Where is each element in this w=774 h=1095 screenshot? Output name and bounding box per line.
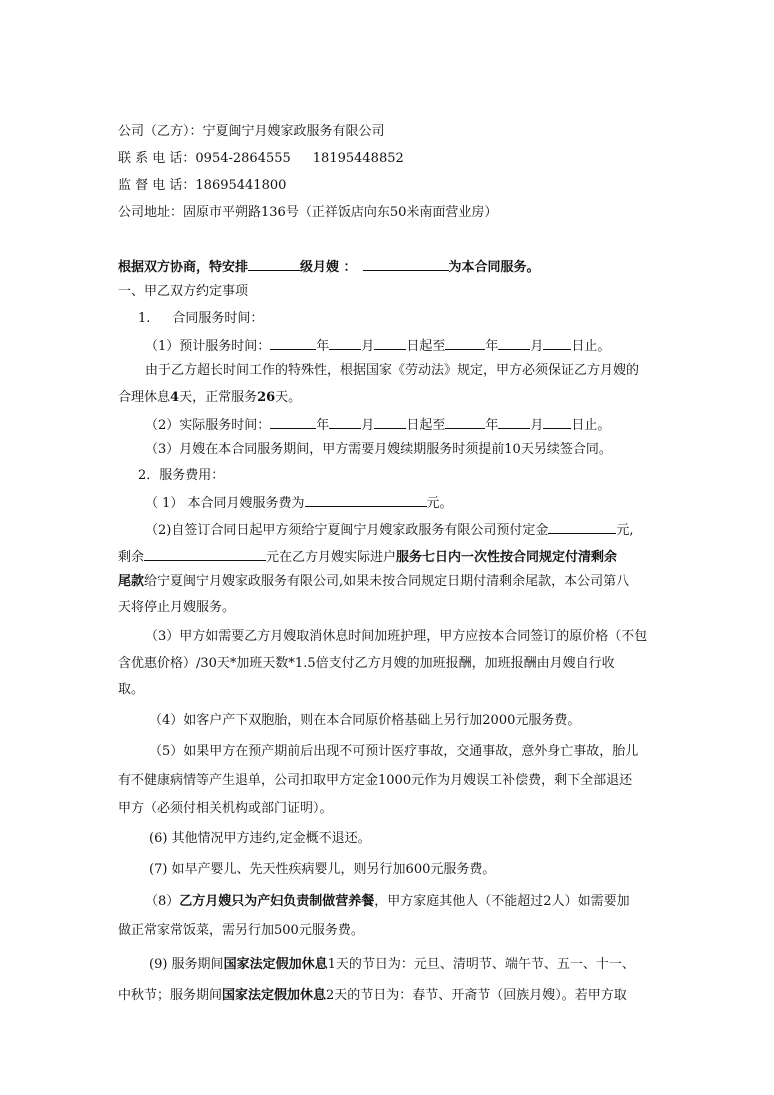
fee-2-text-a: （2)自签订合同日起甲方须给宁夏闽宁月嫂家政服务有限公司预付定金 [145, 523, 549, 538]
fee-2-line-2 [118, 546, 617, 568]
intro-text-3: 为本合同服务。 [448, 260, 540, 275]
fee-3-line-3: 取。 [118, 682, 145, 697]
fee-2-text-c: 元在乙方月嫂实际进户 [266, 550, 397, 565]
phone-number-2: 18195448852 [312, 151, 404, 166]
actual-end-month-blank[interactable] [498, 414, 530, 429]
fee-9-line-1 [149, 955, 635, 975]
address-line [118, 203, 497, 223]
day-from-text: 日起至 [406, 339, 446, 354]
fee-8-num: （8） [145, 894, 180, 909]
fee-2-bold-text: 服务七日内一次性按合同规定付清剩余 [396, 550, 618, 565]
fee-9-bold-a: 国家法定假加休息 [223, 957, 328, 972]
item-1-heading [138, 309, 263, 329]
phone-label: 联 系 电 话： [118, 151, 196, 166]
fee-9-text-c: 中秋节；服务期间 [118, 988, 223, 1003]
intro-text-1: 根据双方协商，特安排 [118, 260, 249, 275]
expected-start-day-blank[interactable] [374, 335, 406, 350]
year-text: 年 [316, 418, 330, 433]
actual-end-year-blank[interactable] [445, 414, 485, 429]
fee-9-line-2 [118, 986, 627, 1006]
fee-9-bold-b: 国家法定假加休息 [222, 988, 327, 1003]
phone-number-1: 0954-2864555 [195, 151, 291, 166]
expected-end-month-blank[interactable] [498, 335, 530, 350]
remaining-blank[interactable] [144, 546, 266, 561]
level-blank[interactable] [248, 256, 300, 271]
company-label: 公司（乙方）： [118, 124, 203, 139]
expected-start-month-blank[interactable] [329, 335, 361, 350]
actual-time-label: （2）实际服务时间： [145, 418, 271, 433]
year-text: 年 [485, 339, 499, 354]
actual-time-line [145, 414, 610, 436]
fee-2-text-b: 剩余 [118, 550, 145, 565]
year-text: 年 [316, 339, 330, 354]
company-name: 宁夏闽宁月嫂家政服务有限公司 [202, 124, 385, 139]
actual-start-month-blank[interactable] [329, 414, 361, 429]
work-days-value: 26 [257, 390, 276, 405]
intro-text-2: 级月嫂 ： [300, 260, 357, 275]
fee-7-line: (7) 如早产婴儿、先天性疾病婴儿，则另行加600元服务费。 [149, 862, 496, 877]
actual-start-day-blank[interactable] [374, 414, 406, 429]
expected-start-year-blank[interactable] [270, 335, 316, 350]
item-1-title: 合同服务时间： [172, 311, 264, 326]
fee-9-text-a: (9) 服务期间 [149, 957, 224, 972]
rest-text-a: 合理休息 [118, 390, 171, 405]
rest-text-b: 天，正常服务 [179, 390, 258, 405]
rest-days-value: 4 [170, 390, 180, 405]
fee-2-line-1 [145, 519, 633, 541]
expected-end-year-blank[interactable] [445, 335, 485, 350]
fee-9-text-d: 2天的节日为：春节、开斋节（回族月嫂）。若甲方取 [326, 988, 627, 1003]
rest-paragraph-line-1: 由于乙方超长时间工作的特殊性，根据国家《劳动法》规定，甲方必须保证乙方月嫂的 [145, 363, 640, 378]
rest-text-c: 天。 [275, 390, 302, 405]
expected-time-line [145, 335, 610, 357]
day-to-text: 日止。 [571, 418, 611, 433]
fee-8-text: ，甲方家庭其他人（不能超过2人）如需要加 [374, 894, 630, 909]
company-line [118, 122, 385, 142]
phone-line [118, 149, 404, 169]
year-text: 年 [485, 418, 499, 433]
fee-5-line-1: （5）如果甲方在预产期前后出现不可预计医疗事故，交通事故，意外身亡事故，胎儿 [149, 744, 639, 759]
month-text: 月 [530, 418, 544, 433]
address-label: 公司地址： [118, 205, 184, 220]
fee-8-bold: 乙方月嫂只为产妇负责制做营养餐 [179, 894, 375, 909]
fee-8-line-2: 做正常家常饭菜，需另行加500元服务费。 [118, 923, 364, 938]
address-text: 固原市平朔路136号（正祥饭店向东50米南面营业房） [183, 205, 498, 220]
fee-2-text-d: 给宁夏闽宁月嫂家政服务有限公司,如果未按合同规定日期付清剩余尾款，本公司第八 [144, 574, 630, 589]
supervise-line [118, 176, 286, 196]
renew-line: （3）月嫂在本合同服务期间，甲方需要月嫂续期服务时须提前10天另续签合同。 [145, 442, 612, 457]
actual-start-year-blank[interactable] [270, 414, 316, 429]
fee-8-line-1 [145, 892, 630, 912]
item-2-heading: 2．服务费用： [138, 468, 225, 483]
fee-5-line-3: 甲方（必须付相关机构或部门证明）。 [118, 801, 333, 816]
fee-2-bold-text-2: 尾款 [118, 574, 145, 589]
month-text: 月 [530, 339, 544, 354]
fee-9-text-b: 1天的节日为：元旦、清明节、端午节、五一、十一、 [327, 957, 635, 972]
supervise-phone: 18695441800 [195, 178, 287, 193]
fee-1-text: （ 1） 本合同月嫂服务费为 [145, 496, 305, 511]
fee-1-unit: 元。 [426, 496, 453, 511]
fee-3-line-2: 含优惠价格）/30天*加班天数*1.5倍支付乙方月嫂的加班报酬，加班报酬由月嫂自行收 [118, 656, 615, 671]
expected-end-day-blank[interactable] [543, 335, 571, 350]
fee-1-line [145, 492, 453, 514]
item-1-number: 1. [138, 311, 151, 326]
deposit-blank[interactable] [548, 519, 616, 534]
fee-4-line: （4）如客户产下双胞胎，则在本合同原价格基础上另行加2000元服务费。 [149, 713, 581, 728]
nanny-name-blank[interactable] [363, 256, 449, 271]
fee-2-unit: 元, [616, 523, 634, 538]
month-text: 月 [361, 339, 375, 354]
service-fee-blank[interactable] [305, 492, 427, 507]
day-to-text: 日止。 [571, 339, 611, 354]
section-1-title: 一、甲乙双方约定事项 [118, 284, 249, 299]
day-from-text: 日起至 [406, 418, 446, 433]
month-text: 月 [361, 418, 375, 433]
intro-line [118, 256, 540, 278]
expected-time-label: （1）预计服务时间： [145, 339, 271, 354]
rest-paragraph-line-2 [118, 388, 301, 408]
fee-2-line-4: 天将停止月嫂服务。 [118, 600, 236, 615]
fee-3-line-1: （3）甲方如需要乙方月嫂取消休息时间加班护理，甲方应按本合同签订的原价格（不包 [145, 629, 648, 644]
fee-2-line-3 [118, 572, 629, 592]
actual-end-day-blank[interactable] [543, 414, 571, 429]
fee-6-line: (6) 其他情况甲方违约,定金概不退还。 [149, 831, 371, 846]
supervise-label: 监 督 电 话： [118, 178, 196, 193]
fee-5-line-2: 有不健康病情等产生退单，公司扣取甲方定金1000元作为月嫂误工补偿费，剩下全部退还 [118, 773, 633, 788]
